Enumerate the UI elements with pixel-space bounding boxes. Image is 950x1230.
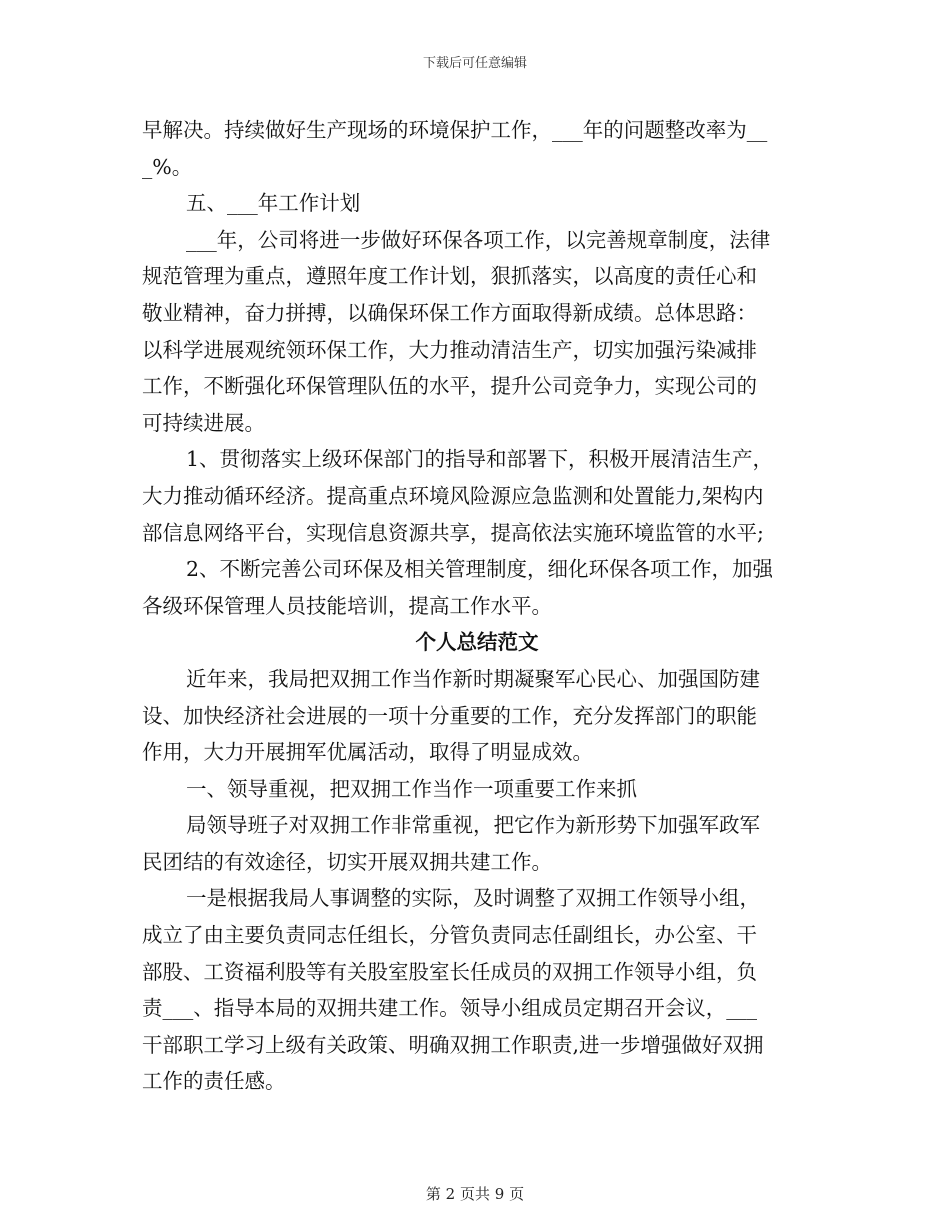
text-line: 五、___年工作计划	[186, 191, 361, 216]
text-line: 规范管理为重点，遵照年度工作计划，狠抓落实，以高度的责任心和	[142, 264, 757, 289]
text-line: 一、领导重视，把双拥工作当作一项重要工作来抓	[186, 776, 637, 801]
page-header: 下载后可任意编辑	[422, 56, 527, 71]
section-title: 个人总结范文	[415, 630, 539, 655]
text-line: 责___、指导本局的双拥共建工作。领导小组成员定期召开会议，___	[142, 996, 757, 1021]
text-line: 民团结的有效途径，切实开展双拥共建工作。	[142, 849, 552, 874]
text-line: 设、加快经济社会进展的一项十分重要的工作，充分发挥部门的职能	[142, 703, 757, 728]
text-line: 部信息网络平台，实现信息资源共享，提高依法实施环境监管的水平;	[142, 520, 764, 545]
text-line: 一是根据我局人事调整的实际，及时调整了双拥工作领导小组，	[186, 886, 760, 911]
text-line: 近年来，我局把双拥工作当作新时期凝聚军心民心、加强国防建	[186, 666, 760, 691]
text-line: 部股、工资福利股等有关股室股室长任成员的双拥工作领导小组，负	[142, 959, 757, 984]
text-line: 干部职工学习上级有关政策、明确双拥工作职责,进一步增强做好双拥	[142, 1032, 764, 1057]
page-footer: 第 2 页共 9 页	[425, 1185, 525, 1203]
text-line: 大力推动循环经济。提高重点环境风险源应急监测和处置能力,架构内	[142, 483, 764, 508]
text-line: 以科学进展观统领环保工作，大力推动清洁生产，切实加强污染减排	[142, 337, 757, 362]
text-line: 敬业精神，奋力拼搏，以确保环保工作方面取得新成绩。总体思路：	[142, 300, 757, 325]
document-body	[142, 112, 812, 1100]
text-line: _%。	[142, 154, 193, 179]
text-line: 成立了由主要负责同志任组长，分管负责同志任副组长，办公室、干	[142, 923, 757, 948]
text-line: 工作的责任感。	[142, 1069, 286, 1094]
text-line: 作用，大力开展拥军优属活动，取得了明显成效。	[142, 740, 593, 765]
text-line: 1、贯彻落实上级环保部门的指导和部署下，积极开展清洁生产，	[186, 447, 774, 472]
text-line: ___年，公司将进一步做好环保各项工作，以完善规章制度，法律	[186, 227, 771, 252]
text-line: 工作，不断强化环保管理队伍的水平，提升公司竞争力，实现公司的	[142, 374, 757, 399]
text-line: 可持续进展。	[142, 410, 265, 435]
text-line: 各级环保管理人员技能培训，提高工作水平。	[142, 593, 552, 618]
text-line: 2、不断完善公司环保及相关管理制度，细化环保各项工作，加强	[186, 557, 774, 582]
text-line: 早解决。持续做好生产现场的环境保护工作，___年的问题整改率为__	[142, 118, 768, 142]
text-line: 局领导班子对双拥工作非常重视，把它作为新形势下加强军政军	[186, 813, 760, 838]
